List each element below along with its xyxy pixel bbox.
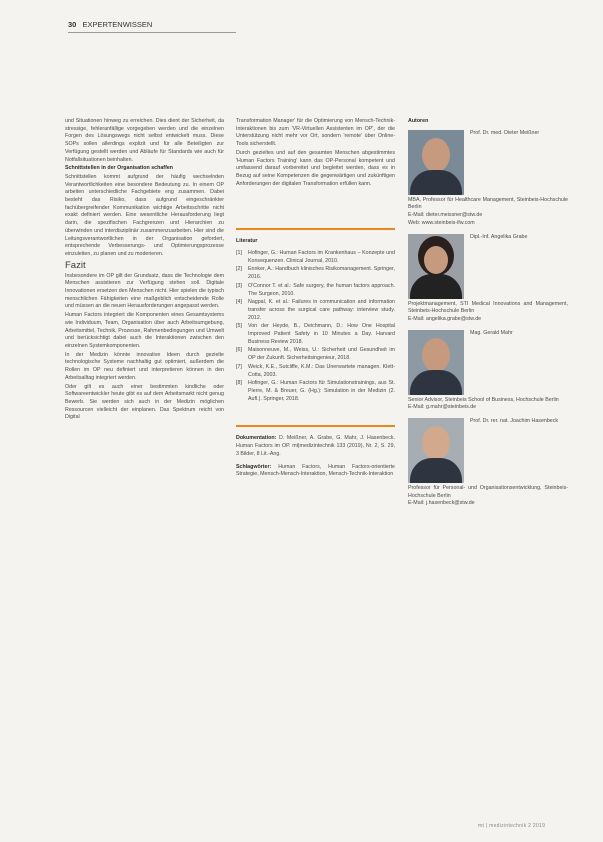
subheading-schnittstellen: Schnittstellen in der Organisation schaffen	[65, 165, 174, 172]
page-footer: mt | medizintechnik 2 2019	[478, 823, 546, 829]
author-info: Projektmanagement, STI Medical Innovations and Management, Steinbeis-Hochschule Berlin E-Mail: angelika.grabe@stw.de	[408, 300, 568, 322]
author-info: Professor für Personal- und Organisationsentwicklung, Steinbeis-Hochschule Berlin E-Mail: j.hasenbeck@stw.de	[408, 485, 568, 507]
author-entry	[408, 130, 568, 228]
section-title: EXPERTENWISSEN	[82, 20, 153, 29]
paragraph: Human Factors integriert die Komponenten eines Gesamtsystems wie Individuum, Team, Organisation über auch Arbeitsumgebung, Arbeitsmittel, Technik, Prozesse, Rahmenbedingungen und Umwelt und berücksichtigt dabei auch die Interaktionen zwischen den einzelnen Systemkomponenten.	[65, 312, 224, 349]
column-3	[408, 118, 568, 512]
paragraph: Insbesondere im OP gilt der Grundsatz, dass die Technologie dem Menschen assistieren zur Verfügung stehen soll. Digitale Innovationen ersetzen den Menschen nicht. Hier spielen die typisch menschlichen Fähigkeiten eine maßgeblich entscheidende Rolle und müssen an die neuen Herausforderungen angepasst werden.	[65, 272, 224, 310]
author-entry	[408, 418, 568, 508]
author-name: Prof. Dr. rer. nat. Joachim Hasenbeck	[470, 418, 559, 425]
authors-heading: Autoren	[408, 118, 429, 124]
reference-list	[236, 250, 395, 403]
author-entry	[408, 234, 568, 324]
paragraph: und Situationen hinweg zu erreichen. Dies dient der Sicherheit, da stressige, fehleranfällige vorgegeben werden und die einzelnen Forgen des Lösungswegs nicht selbst entwickelt muss. Diese SOPs sollen allerdings explizit und für alle Beteiligten zur Verfügung gestellt werden und Abläufe für Standards wie auch für Notfallsituationen beinhalten.	[65, 118, 224, 163]
author-photo	[408, 418, 464, 483]
page-header	[68, 20, 152, 29]
reference-item: [7] Weick, K.E., Sutcliffe, K.M.: Das Unerwartete managen. Klett-Cotta, 2003.	[236, 363, 395, 378]
author-name: Prof. Dr. med. Dieter Meißner	[470, 129, 540, 136]
paragraph: Transformation Manager' für die Optimierung von Mensch-Technik-Interaktionen bis zum 'VR-Virtuellen Assistenten im OP', der die Unterstützung nicht mehr vor Ort, sondern 'remote' über Online-Tools sicherstellt.	[236, 118, 395, 148]
paragraph: Oder gilt es auch einer bestimmten kindliche oder Softwareentwickler heute gibt es auf dem Arbeitsmarkt nicht genug Bewerb. Sie werden sich auch in der Medizin möglichen Ressourcen vielleicht der einplanen. Das Spektrum reicht von Digital	[65, 383, 224, 421]
reference-item: [1] Hofinger, G.: Human Factors im Krankenhaus – Konzepte und Konsequenzen. Clinical Journal, 2010.	[236, 250, 395, 264]
paragraph: In der Medizin könnte innovative Ideen durch gezielte technologische Systeme nachhaltig gut optimiert, außerdem die Rollen im OP neu definiert und interpretieren können in den Arbeitsalltag integriert werden.	[65, 351, 224, 381]
orange-rule	[236, 425, 395, 427]
reference-item: [6] Maisonneuve, M., Weiss, U.: Sicherheit und Gesundheit im OP der Zukunft. Sicherheitsingenieur, 2018.	[236, 347, 395, 362]
reference-item: [2] Ennker, A.: Handbuch klinisches Risikomanagement. Springer, 2016.	[236, 266, 395, 281]
column-1	[65, 118, 224, 423]
orange-rule	[236, 228, 395, 230]
header-rule	[68, 32, 236, 33]
literature-heading: Literatur	[236, 238, 258, 245]
author-info: Senior Advisor, Steinbeis School of Business, Hochschule Berlin E-Mail: g.mahr@steinbeis.de	[408, 396, 559, 411]
author-name: Dipl.-Inf. Angelika Grabe	[470, 233, 528, 240]
page-number: 30	[68, 20, 77, 29]
author-photo	[408, 330, 464, 395]
author-photo	[408, 234, 464, 299]
author-photo	[408, 130, 464, 195]
column-2	[236, 118, 395, 480]
reference-item: [5] Von der Heyde, B., Deichmann, D.: How One Hospital Improved Patient Safety in 10 Minutes a Day. Harvard Business Review 2018.	[236, 323, 395, 345]
author-entry	[408, 330, 568, 412]
author-name: Mag. Gerald Mahr	[470, 329, 513, 336]
keywords: Schlagwörter: Human Factors, Human Factors-orientierte Strategie, Mensch-Mensch-Interaktion, Mensch-Technik-Interaktion	[236, 463, 395, 478]
author-info: MBA, Professor für Healthcare Management, Steinbeis-Hochschule Berlin E-Mail: dieter.meissner@stw.de Web: www.steinbeis-ifw.com	[408, 196, 568, 226]
documentation: Dokumentation: D. Meißner, A. Grabe, G. Mahr, J. Hasenbeck. Human Factors im OP. mt|medizintechnik 133 (2019), Nr. 2, S. 29, 3 Bilder, 8 Lit.-Ang.	[236, 435, 395, 457]
paragraph: Schnittstellen kommt aufgrund der häufig wechselnden Verantwortlichkeiten eine besondere Bedeutung zu. In einem OP arbeiten unterschiedliche Fachgebiete eng zusammen. Dabei besteht das Risiko, dass aufgrund eingeschränkter fachübergreifender Kommunikation wichtige Arbeitsschritte nicht exakt definiert werden. Eine wesentliche Herausforderung liegt darin, die spezifischen Fachgrenzen und Hierarchien zu überwinden und interdisziplinär zusammenzuarbeiten. Hier sind die Leitungsverantwortlichen in der Organisation gefordert, entsprechende Verbesserungs- und Optimierungsprozesse einzuleiten, zu planen und zu moderieren.	[65, 173, 224, 257]
reference-item: [8] Hofinger, G.: Human Factors für Simulationstrainings, aus St. Pierre, M. & Breuer, G. (Hg.): Simulation in der Medizin (2. Aufl.). Springer, 2018.	[236, 380, 395, 402]
reference-item: [4] Nagpal, K. et al.: Failures in communication and information transfer across the surgical care pathway: interview study. 2012.	[236, 299, 395, 321]
subheading-fazit: Fazit	[65, 259, 86, 271]
reference-item: [3] O'Connor T. et al.: Safe surgery, the human factors approach. The Surgeon, 2010.	[236, 282, 395, 297]
paragraph: Durch gezieltes und auf den gesamten Menschen abgestimmtes 'Human Factors Training' kann das OP-Personal kompetent und umfassend darauf vorbereitet und begleitet werden, dass es in Bezug auf seine Kompetenzen die gegenwärtigen und zukünftigen Anforderungen der digitalen Transformation erfüllen kann.	[236, 149, 395, 187]
